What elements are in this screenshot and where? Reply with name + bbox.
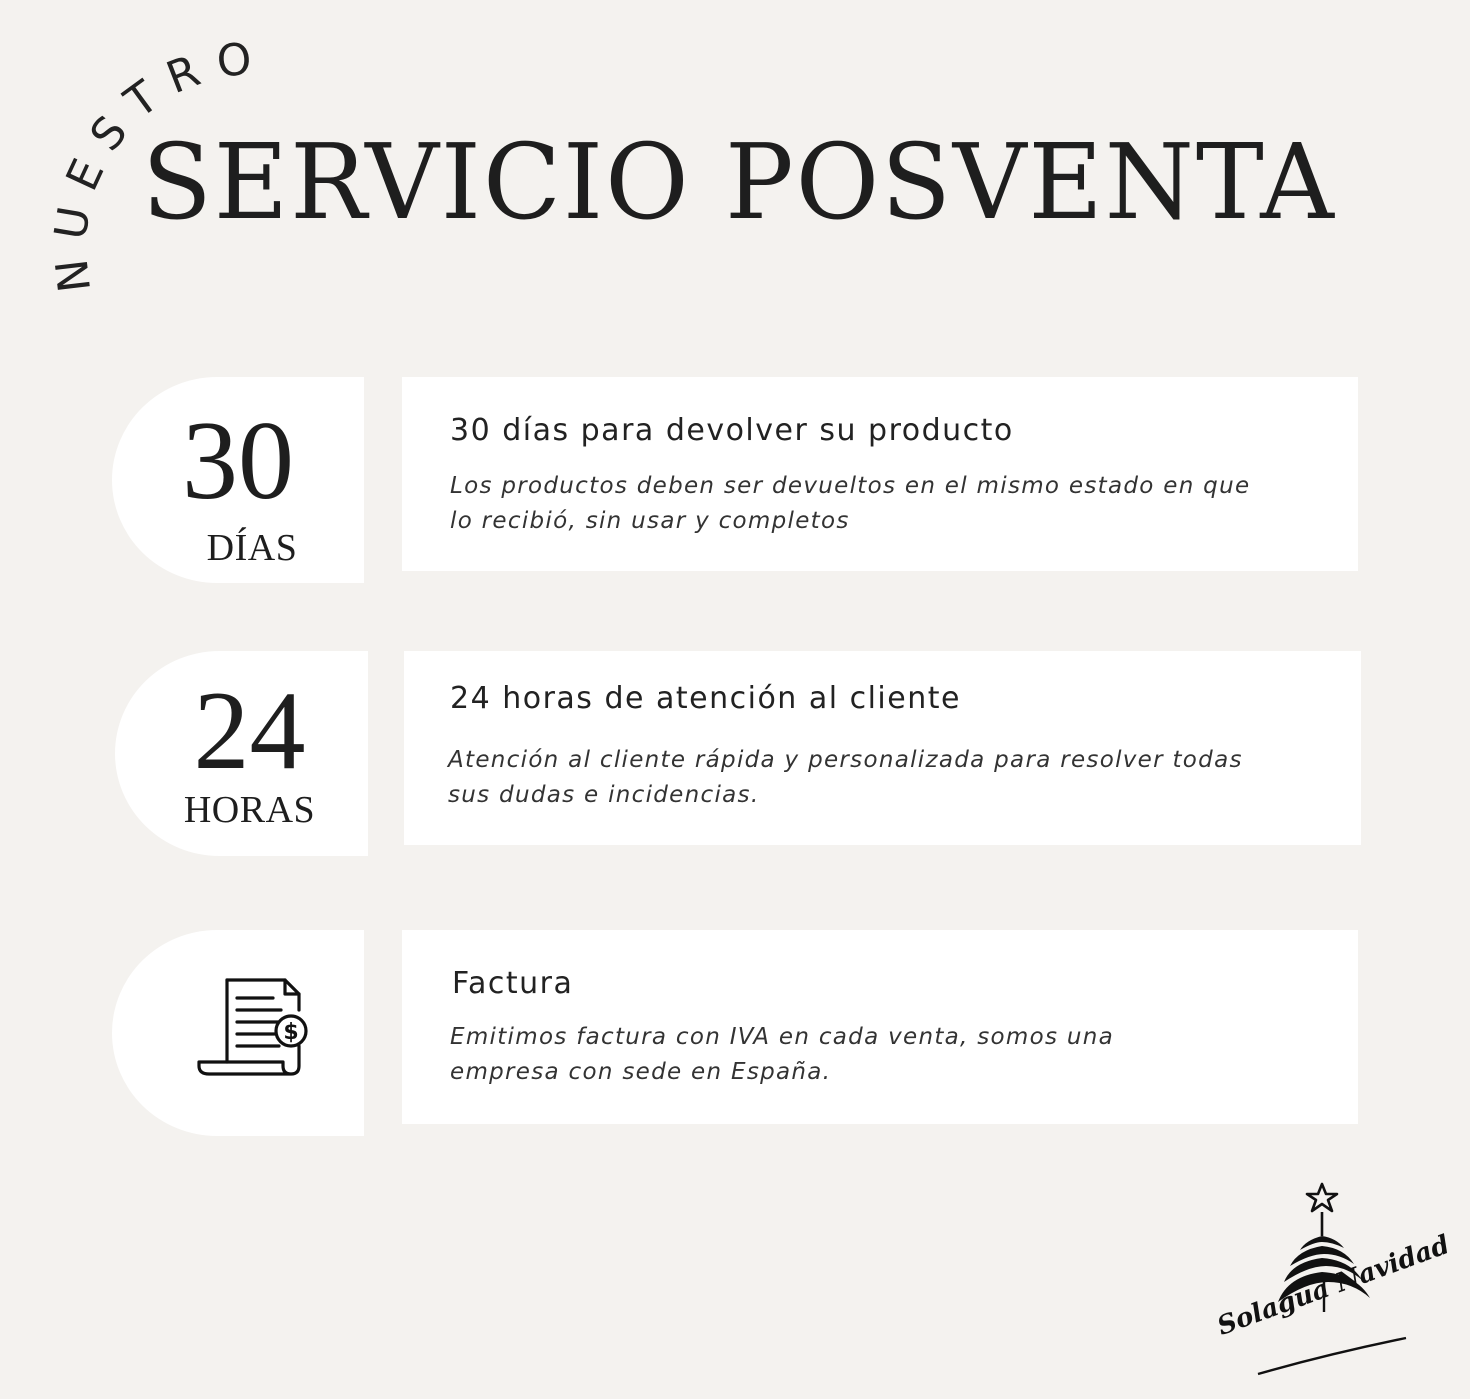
badge-unit: HORAS [183, 789, 316, 831]
brand-name: Solagua Navidad [1213, 1229, 1454, 1342]
badge-number: 30 [182, 399, 294, 523]
badge-support [115, 651, 368, 856]
badge-number: 24 [193, 669, 306, 793]
badge-unit: DÍAS [206, 527, 298, 569]
feature-description: Emitimos factura con IVA en cada venta, somos una empresa con sede en España. [450, 1024, 1115, 1085]
feature-title: 24 horas de atención al cliente [450, 681, 961, 716]
feature-title: Factura [452, 966, 574, 1001]
arc-word-text: NUESTRO [44, 32, 270, 296]
invoice-dollar-icon [195, 974, 311, 1080]
badge-returns [112, 377, 364, 583]
feature-card-returns [402, 377, 1358, 571]
svg-text:$: $ [283, 1020, 299, 1045]
feature-description: Atención al cliente rápida y personalizada para resolver todas sus dudas e incidencias. [448, 747, 1243, 808]
feature-card-support [404, 651, 1361, 845]
feature-card-invoice [402, 930, 1358, 1124]
page-title: SERVICIO POSVENTA [142, 121, 1336, 243]
feature-title: 30 días para devolver su producto [450, 413, 1014, 448]
feature-description: Los productos deben ser devueltos en el mismo estado en que lo recibió, sin usar y completos [450, 473, 1251, 534]
